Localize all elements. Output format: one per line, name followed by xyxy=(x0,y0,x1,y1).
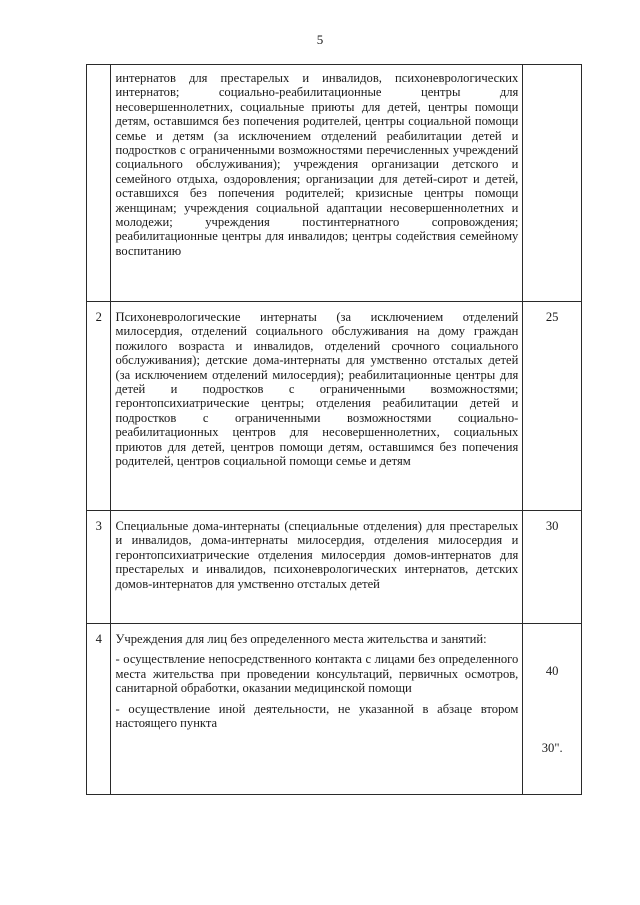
row-description xyxy=(111,511,523,624)
row-value: 25 xyxy=(523,302,582,511)
table-row xyxy=(87,65,582,302)
rates-table xyxy=(86,64,582,795)
row-value-cell xyxy=(523,624,582,795)
row-number: 4 xyxy=(87,624,111,795)
row-description xyxy=(111,65,523,302)
table-row xyxy=(87,624,582,795)
row-intro: Учреждения для лиц без определенного места жительства и занятий: xyxy=(115,632,487,646)
row-number: 2 xyxy=(87,302,111,511)
row-value xyxy=(523,65,582,302)
table-row xyxy=(87,302,582,511)
row-value-a: 40 xyxy=(545,664,559,678)
sub-item-a: - осуществление непосредственного контакта с лицами без определенного места жительства при проведении консультаций, первичных осмотров, санитарной обработки, оказании медицинской помощи xyxy=(115,652,519,696)
row-text: интернатов для престарелых и инвалидов, психоневрологических интернатов; социально-реабилитационные центры для несовершеннолетних, социальные приюты для детей, центры помощи детям, оставшимся без попечения родителей, центры социальной помощи семье и детям (за исключением отделений реабилитации детей и подростков с ограниченными возможностями перечисленных учреждений социального обслуживания); учреждения организации детского и семейного отдыха, оздоровления; организации для детей-сирот и детей, оставшихся без попечения родителей; кризисные центры помощи женщинам; учреждения социальной адаптации несовершеннолетних и молодежи; учреждения постинтернатного сопровождения; реабилитационные центры для инвалидов; центры содействия семейному воспитанию xyxy=(115,71,519,258)
row-number: 3 xyxy=(87,511,111,624)
sub-item-b: - осуществление иной деятельности, не указанной в абзаце втором настоящего пункта xyxy=(115,701,519,731)
row-value-b: 30". xyxy=(541,741,563,755)
row-text: Специальные дома-интернаты (специальные отделения) для престарелых и инвалидов, дома-интернаты милосердия, отделения милосердия и геронтопсихиатрические отделения милосердия домов-интернатов для престарелых и инвалидов, психоневрологических интернатов, детских домов-интернатов для умственно отсталых детей xyxy=(115,519,519,591)
row-description xyxy=(111,302,523,511)
row-description xyxy=(111,624,523,795)
row-text: Психоневрологические интернаты (за исключением отделений милосердия, отделений социального обслуживания на дому граждан пожилого возраста и инвалидов, отделений срочного социального обслуживания); детские дома-интернаты для умственно отсталых детей (за исключением отделений милосердия); реабилитационные центры для детей и подростков с ограниченными возможностями; геронтопсихиатрические центры; отделения реабилитации детей и подростков с ограниченными возможностями социально-реабилитационных центров для несовершеннолетних, социальных приютов для детей, центров помощи детям, оставшимся без попечения родителей, центров социальной помощи семье и детям xyxy=(115,310,519,469)
page-number: 5 xyxy=(316,32,324,47)
table-row xyxy=(87,511,582,624)
row-number xyxy=(87,65,111,302)
row-value: 30 xyxy=(523,511,582,624)
